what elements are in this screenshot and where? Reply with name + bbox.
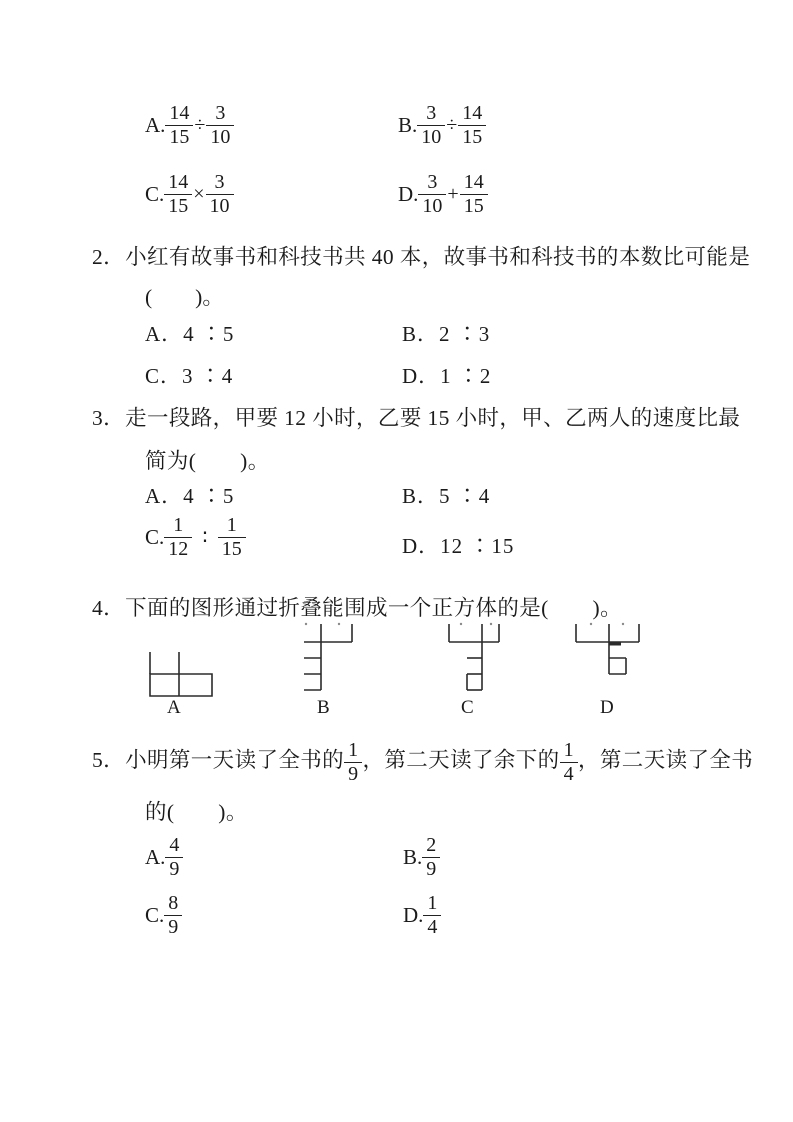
figure-label-b: B xyxy=(317,697,331,718)
fraction: $\frac{8}{9}$ xyxy=(164,893,182,938)
fraction: $\frac{1}{4}$ xyxy=(560,740,578,785)
option-letter: A. xyxy=(145,113,166,137)
fraction: $\frac{3}{10}$ xyxy=(206,103,234,148)
question-4-text: 4．下面的图形通过折叠能围成一个正方体的是( )。 xyxy=(92,596,622,620)
question-4-number: 4． xyxy=(92,596,126,620)
q3-option-d: D．12 ∶15 xyxy=(402,534,515,558)
fraction: $\frac{3}{10}$ xyxy=(417,103,445,148)
q5-option-d xyxy=(403,893,441,938)
question-3-number: 3． xyxy=(92,406,126,430)
q2-option-b: B．2 ∶3 xyxy=(402,322,491,346)
q3-option-b: B．5 ∶4 xyxy=(402,484,491,508)
cube-net-figure-b xyxy=(300,620,356,694)
question-2-text: 2．小红有故事书和科技书共 40 本，故事书和科技书的本数比可能是 xyxy=(92,245,751,269)
q5-option-b xyxy=(403,835,440,880)
question-5-number: 5． xyxy=(92,748,126,772)
fraction: $\frac{14}{15}$ xyxy=(164,172,192,217)
q3-option-a: A．4 ∶5 xyxy=(145,484,235,508)
option-letter: B. xyxy=(398,113,418,137)
cube-net-figure-d xyxy=(572,620,642,678)
question-3-text: 3．走一段路，甲要 12 小时，乙要 15 小时，甲、乙两人的速度比最 xyxy=(92,406,741,430)
option-letter: C. xyxy=(145,903,165,927)
q5-option-a xyxy=(145,835,183,880)
q1-option-a xyxy=(145,103,234,148)
ratio-colon: ∶ xyxy=(202,525,208,549)
question-5-text: 5．小明第一天读了全书的 $\frac{1}{9}$ ，第二天读了余下的 $\frac{1}{4}$ ，第二天读了全书 xyxy=(92,738,754,785)
question-3-text-line2: 简为( )。 xyxy=(145,449,270,473)
q2-option-a: A．4 ∶5 xyxy=(145,322,235,346)
operator: ÷ xyxy=(446,114,458,136)
option-letter: D. xyxy=(403,903,424,927)
question-2-number: 2． xyxy=(92,245,126,269)
q1-option-b xyxy=(398,103,486,148)
q2-option-d: D．1 ∶2 xyxy=(402,364,492,388)
option-letter: C. xyxy=(145,182,165,206)
fraction: $\frac{2}{9}$ xyxy=(422,835,440,880)
operator: ÷ xyxy=(194,114,206,136)
fraction: $\frac{3}{10}$ xyxy=(206,172,234,217)
figure-label-d: D xyxy=(600,697,615,718)
fraction: $\frac{1}{4}$ xyxy=(423,893,441,938)
fraction: $\frac{4}{9}$ xyxy=(165,835,183,880)
option-letter: D. xyxy=(398,182,419,206)
q5-option-c xyxy=(145,893,182,938)
question-2-blank: ( )。 xyxy=(145,285,224,309)
q1-option-c xyxy=(145,172,234,217)
q2-option-c: C．3 ∶4 xyxy=(145,364,234,388)
operator: + xyxy=(447,183,459,205)
fraction: $\frac{1}{15}$ xyxy=(218,515,246,560)
fraction: $\frac{14}{15}$ xyxy=(458,103,486,148)
q1-option-d xyxy=(398,172,488,217)
figure-label-c: C xyxy=(461,697,475,718)
fraction: $\frac{14}{15}$ xyxy=(460,172,488,217)
cube-net-figure-a xyxy=(143,646,218,701)
operator: × xyxy=(193,183,205,205)
question-5-text-line2: 的( )。 xyxy=(145,800,248,824)
option-letter: B. xyxy=(403,845,423,869)
fraction: $\frac{1}{12}$ xyxy=(164,515,192,560)
fraction: $\frac{14}{15}$ xyxy=(165,103,193,148)
option-letter: C. xyxy=(145,525,165,549)
figure-label-a: A xyxy=(167,697,182,718)
cube-net-figure-c xyxy=(445,620,503,694)
option-letter: A. xyxy=(145,845,166,869)
fraction: $\frac{1}{9}$ xyxy=(344,740,362,785)
q3-option-c xyxy=(145,515,246,560)
fraction: $\frac{3}{10}$ xyxy=(418,172,446,217)
